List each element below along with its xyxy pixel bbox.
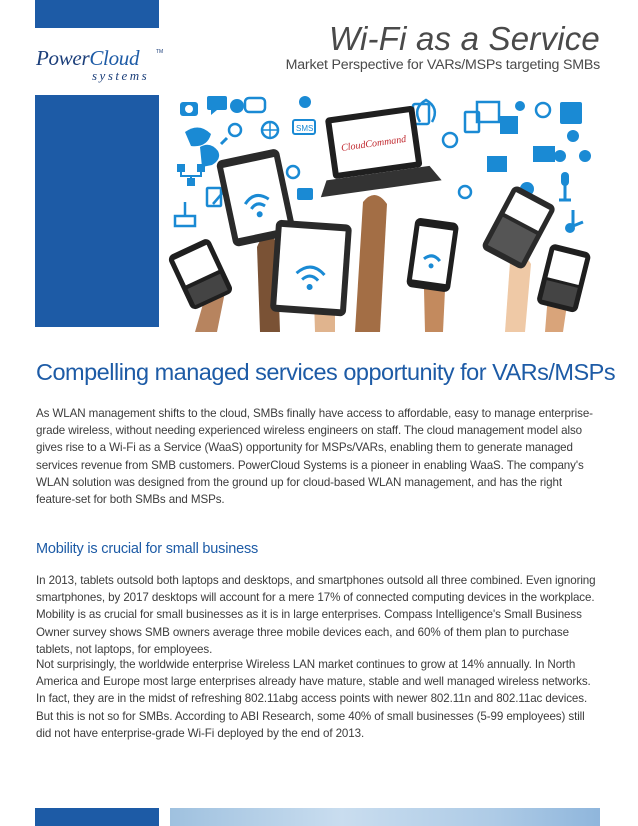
logo-trademark: TM [156,49,164,55]
chat-bubble-icon [207,96,227,110]
mail-icon [487,156,507,172]
podcast-icon [443,133,457,147]
logo-wordmark: PowerCloud [36,46,140,70]
settings-icon [287,166,299,178]
power-icon [536,103,550,117]
phone-handset-icon [185,127,211,146]
document-title: Wi-Fi as a Service [328,20,600,57]
film-icon [477,102,499,122]
phone-left [167,237,234,311]
phone-keypad [481,184,557,270]
logo-subtitle: systems [92,68,150,83]
intro-paragraph: As WLAN management shifts to the cloud, SMBs finally have access to affordable, easy to manage enterprise-grade wireless, without needing experienced wireless engineers on staff. The cloud management model also gives rise to a Wi-Fi as a Service (WaaS) opportunity for MSPs/VARs, enabling them to generate managed services revenue from SMB customers. PowerCloud Systems is a pioneer in enabling WaaS. The company's WLAN solution was designed from the ground up for cloud-based WLAN management, and has the right feature-set for both SMBs and MSPs. [36,407,593,507]
cog-icon [459,186,471,198]
share-icon [560,102,582,124]
body-paragraph-1: In 2013, tablets outsold both laptops and desktops, and smartphones outsold all three combined. Even ignoring smartphones, by 2017 desktops will account for a mere 17% of connected computing devices in the workplace. Mobility is as crucial for small businesses as it is in large enterprises. Compass Intelligence's Small Business Owner survey shows SMB owners average three mobile devices each, and 60% of them plan to purchase tablets, not laptops, for employees. [36,574,596,656]
list-icon [500,116,518,134]
bird-icon [200,145,219,167]
document-subtitle: Market Perspective for VARs/MSPs targeting SMBs [285,57,600,73]
side-accent-block [35,95,159,327]
phone-right [536,243,592,313]
message-icon [297,188,313,200]
sitemap-icon [177,164,185,172]
laptop-brand-label: CloudCommand [340,133,407,154]
tool-icon [229,124,241,136]
email-at-icon [230,99,244,113]
network-icon [567,130,579,142]
bottom-photo-strip [170,808,600,826]
download-icon [175,202,195,226]
tablet-center [270,220,352,317]
phone-center [406,217,459,292]
speech-icon [245,98,265,112]
music-icon [573,210,583,226]
sms-label: SMS [296,124,314,133]
play-icon [299,96,311,108]
bottom-accent-bar [35,808,159,826]
section-heading: Compelling managed services opportunity for VARs/MSPs [36,359,616,385]
body-paragraph-2: Not surprisingly, the worldwide enterprise Wireless LAN market continues to grow at 14% annually. In North America and Europe most large enterprises already have mature, stable and well managed wireless networks. In fact, they are in the midst of refreshing 802.11abg access points with newer 802.11n and 802.11ac devices. But this is not so for SMBs. According to ABI Research, some 40% of small businesses (5-99 employees) still did not have enterprise-grade Wi-Fi deployed by the end of 2013. [36,658,591,740]
powercloud-logo[interactable] [36,46,164,83]
top-accent-bar [35,0,159,28]
hero-illustration [165,92,600,332]
email-icon [533,146,555,162]
subsection-heading: Mobility is crucial for small business [36,541,259,557]
laptop [310,103,442,197]
pin-icon [515,101,525,111]
